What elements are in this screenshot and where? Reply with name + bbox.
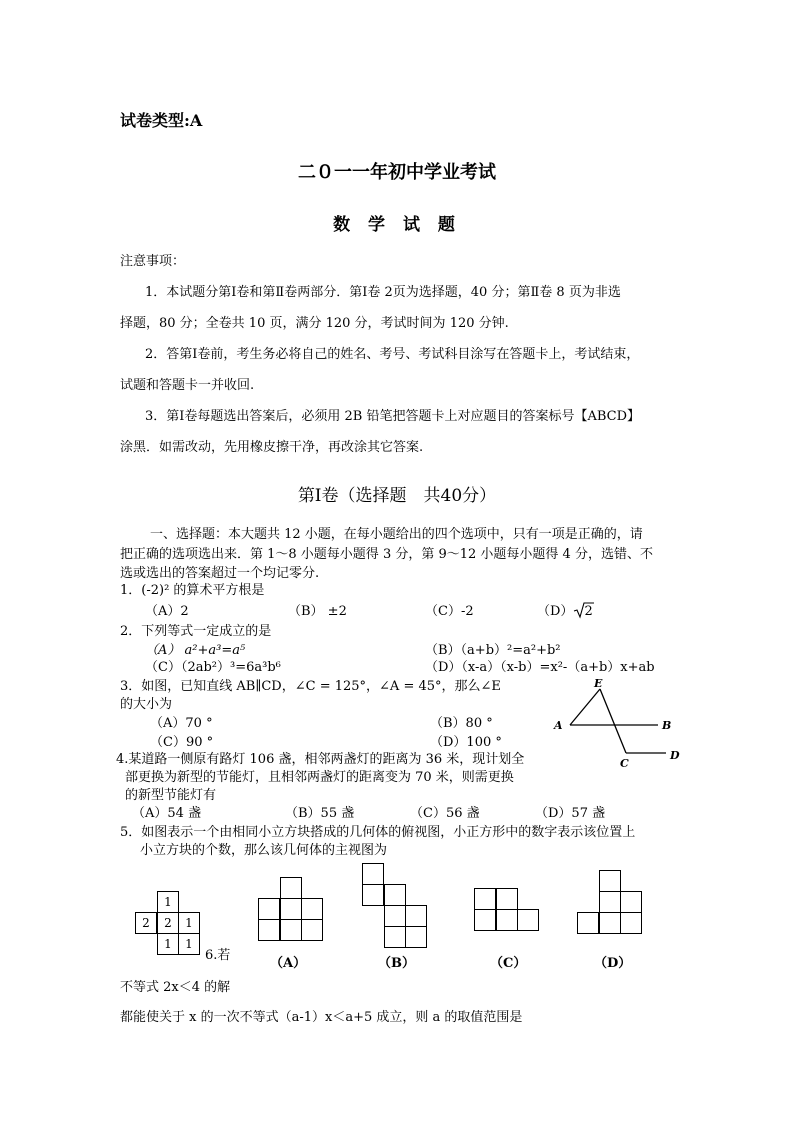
view-square — [362, 863, 384, 885]
notice-item1-line2: 择题，80 分；全卷共 10 页，满分 120 分，考试时间为 120 分钟. — [120, 316, 509, 331]
label-b: B — [662, 719, 672, 732]
view-square — [620, 912, 642, 934]
notice-heading: 注意事项： — [120, 254, 186, 269]
q4-option-b: （B）55 盏 — [285, 806, 355, 821]
notice-item2-line1: 2．答第Ⅰ卷前，考生务必将自己的姓名、考号、考试科目涂写在答题卡上，考试结束， — [145, 347, 640, 362]
q1-option-d-prefix: （D） — [537, 604, 574, 619]
q5-option-b-label: （B） — [378, 956, 415, 971]
view-square — [362, 884, 384, 906]
q2-option-a: （A） a²+a³=a⁵ — [145, 643, 246, 658]
view-square — [280, 877, 302, 899]
q2-option-d: （D）（x-a）（x-b）=x²-（a+b）x+ab — [425, 660, 655, 675]
view-square — [577, 912, 599, 934]
view-square — [384, 884, 406, 906]
q1-option-b: （B） ±2 — [288, 604, 347, 619]
q3-option-c: （C）90 ° — [150, 735, 214, 750]
view-square — [301, 898, 323, 920]
q5-option-a-label: （A） — [270, 956, 307, 971]
view-square — [405, 905, 427, 927]
notice-item1-line1: 1．本试题分第Ⅰ卷和第Ⅱ卷两部分．第Ⅰ卷 2页为选择题，40 分；第Ⅱ卷 8 页为非选 — [145, 285, 621, 300]
q3-option-b: （B）80 ° — [430, 716, 493, 731]
view-square — [301, 919, 323, 941]
view-square — [517, 909, 539, 931]
view-square — [405, 926, 427, 948]
q6-lead: 6.若 — [205, 948, 231, 963]
view-square — [258, 919, 280, 941]
q3-stem-line2: 的大小为 — [120, 697, 173, 712]
subject-title: 数 学 试 题 — [333, 215, 461, 235]
q2-stem: 2．下列等式一定成立的是 — [120, 624, 272, 639]
notice-item2-line2: 试题和答题卡一并收回. — [120, 378, 255, 393]
view-square — [280, 919, 302, 941]
notice-item3-line1: 3．第Ⅰ卷每题选出答案后，必须用 2B 铅笔把答题卡上对应题目的答案标号【ABCD】 — [145, 409, 641, 424]
top-view-cell: 1 — [157, 933, 179, 955]
q1-stem: 1．(-2)² 的算术平方根是 — [120, 583, 265, 598]
q1-option-c: （C）-2 — [425, 604, 474, 619]
top-view-cell: 1 — [157, 891, 179, 913]
top-view-cell: 1 — [178, 912, 200, 934]
view-square — [599, 912, 621, 934]
part1-intro-line3: 选或选出的答案超过一个均记零分. — [120, 566, 320, 581]
view-square — [496, 888, 518, 910]
q4-stem-line3: 的新型节能灯有 — [125, 788, 217, 803]
view-square — [280, 898, 302, 920]
q3-geometry-figure — [548, 675, 688, 770]
q4-option-d: （D）57 盏 — [535, 806, 606, 821]
part1-intro-line1: 一、选择题：本大题共 12 小题，在每小题给出的四个选项中，只有一项是正确的，请 — [150, 527, 643, 542]
top-view-cell: 2 — [135, 912, 157, 934]
q4-stem-line2: 部更换为新型的节能灯，且相邻两盏灯的距离变为 70 米，则需更换 — [125, 770, 514, 785]
q2-option-c: （C）（2ab²）³=6a³b⁶ — [145, 660, 281, 675]
view-square — [384, 905, 406, 927]
part1-intro-line2: 把正确的选项选出来．第 1～8 小题每小题得 3 分，第 9～12 小题每小题得 4 分，选错、不 — [120, 547, 653, 562]
view-square — [258, 898, 280, 920]
q6-line2: 都能使关于 x 的一次不等式（a-1）x＜a+5 成立，则 a 的取值范围是 — [120, 1010, 523, 1025]
view-square — [474, 888, 496, 910]
q1-option-d-radicand: 2 — [584, 604, 593, 619]
label-a: A — [554, 719, 563, 732]
paper-type: 试卷类型:A — [120, 111, 203, 130]
q1-option-d — [537, 600, 604, 619]
top-view-cell: 1 — [178, 933, 200, 955]
q3-option-d: （D）100 ° — [430, 735, 502, 750]
q3-option-a: （A）70 ° — [150, 716, 213, 731]
line-ec — [600, 689, 626, 753]
q4-stem-line1: 4.某道路一侧原有路灯 106 盏，相邻两盏灯的距离为 36 米，现计划全 — [116, 752, 525, 767]
view-square — [599, 891, 621, 913]
q4-option-a: （A）54 盏 — [132, 806, 202, 821]
exam-title: 二０一一年初中学业考试 — [298, 162, 496, 183]
view-square — [474, 909, 496, 931]
q4-option-c: （C）56 盏 — [410, 806, 480, 821]
label-e: E — [594, 677, 603, 690]
q5-option-d-label: （D） — [594, 956, 632, 971]
notice-item3-line2: 涂黑．如需改动，先用橡皮擦干净，再改涂其它答案. — [120, 440, 424, 455]
view-square — [496, 909, 518, 931]
q2-option-b: （B）（a+b）²=a²+b² — [425, 643, 561, 658]
view-square — [620, 891, 642, 913]
label-c: C — [620, 757, 629, 770]
q5-stem-line1: 5．如图表示一个由相同小立方块搭成的几何体的俯视图，小正方形中的数字表示该位置上 — [120, 825, 636, 840]
q3-stem-line1: 3．如图，已知直线 AB∥CD，∠C = 125°，∠A = 45°，那么∠E — [120, 679, 501, 694]
q6-line1: 不等式 2x＜4 的解 — [120, 980, 231, 995]
label-d: D — [670, 749, 680, 762]
q5-option-c-label: （C） — [490, 956, 527, 971]
view-square — [599, 870, 621, 892]
top-view-cell: 2 — [157, 912, 179, 934]
view-square — [384, 926, 406, 948]
line-ae — [570, 689, 600, 725]
part1-title: 第Ⅰ卷（选择题 共40分） — [297, 486, 497, 506]
q5-stem-line2: 小立方块的个数，那么该几何体的主视图为 — [140, 843, 388, 858]
q1-option-a: （A）2 — [145, 604, 189, 619]
